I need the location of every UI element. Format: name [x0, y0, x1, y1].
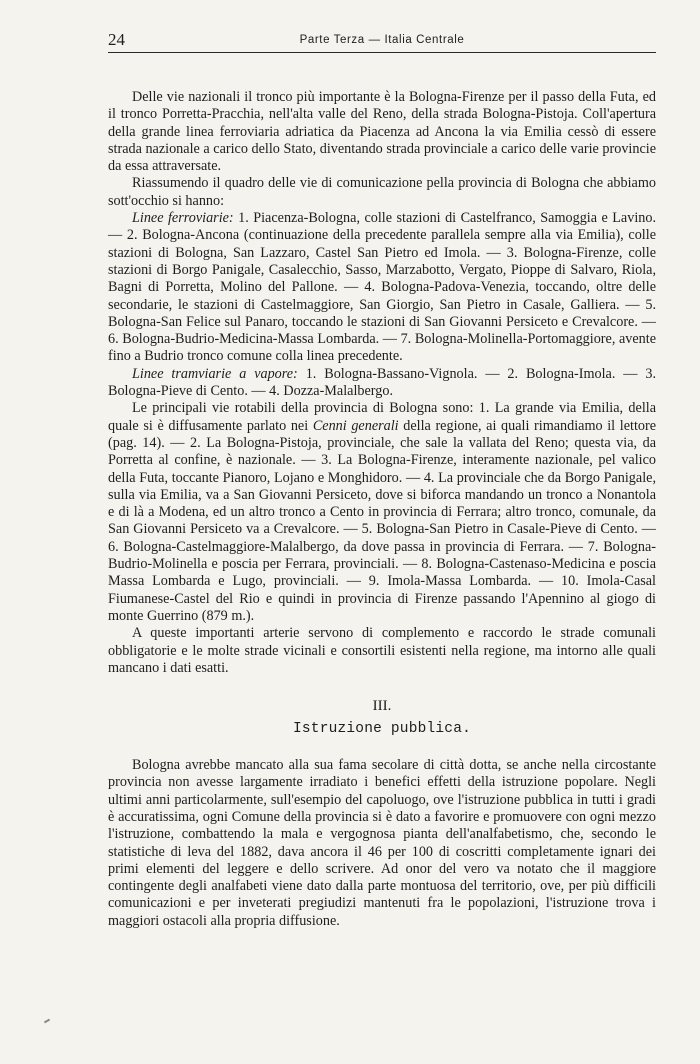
paragraph-main-roads: [108, 400, 656, 625]
paragraph-railway-lines: [108, 210, 656, 366]
section-number: III.: [372, 698, 392, 715]
steam-tramways-text: 1. Bologna-Bassano-Vignola. — 2. Bologna-Imola. — 3. Bologna-Pieve di Cento. — 4. Dozza-Malalbergo.: [108, 365, 657, 400]
paragraph-summary-intro: Riassumendo il quadro delle vie di comunicazione pella provincia di Bologna che abbiamo sott'occhio si hanno:: [108, 175, 656, 209]
paragraph-steam-tramways: [108, 366, 656, 401]
railway-lines-text: 1. Piacenza-Bologna, colle stazioni di Castelfranco, Samoggia e Lavino. — 2. Bologna-Ancona (continuazione della precedente parallela sempre alla via Emilia), colle stazioni di Bologna, San Lazzaro, Castel San Pietro ed Imola. — 3. Bologna-Firenze, colle stazioni di Borgo Panigale, Casalecchio, Sasso, Marzabotto, Vergato, Pioppe di Salvaro, Riola, Bagni di Porretta, Molino del Pallone. — 4. Bologna-Padova-Venezia, toccando, oltre delle secondarie, le stazioni di Castelmaggiore, San Giorgio, San Pietro in Casale, Galliera. — 5. Bologna-San Felice sul Panaro, toccando le stazioni di San Giovanni Persiceto e Crevalcore. — 6. Bologna-Budrio-Medicina-Massa Lombarda. — 7. Bologna-Molinella-Portomaggiore, avente fino a Budrio tronco comune colla linea precedente.: [108, 210, 656, 365]
main-roads-text-b: della regione, ai quali rimandiamo il lettore (pag. 14). — 2. La Bologna-Pistoja, provinciale, che sale la vallata del Reno; questa via, da Porretta al confine, è nazionale. — 3. La Bologna-Firenze, interamente nazionale, pel valico della Futa, toccante Pianoro, Lojano e Monghidoro. — 4. La provinciale che da Borgo Panigale, sulla via Emilia, va a San Giovanni Persiceto, dove si biforca mandando un tronco a Nonantola e di là a Modena, ed un altro tronco a Cento in provincia di Ferrara; altro tronco, comunale, da San Giovanni Persiceto va a Crevalcore. — 5. Bologna-San Pietro in Casale-Pieve di Cento. — 6. Bologna-Castelmaggiore-Malalbergo, da dove passa in provincia di Ferrara. — 7. Bologna-Budrio-Molinella e poscia per Ferrara, provinciali. — 8. Bologna-Castenaso-Medicina e poscia Massa Lombarda e Lugo, provinciali. — 9. Imola-Massa Lombarda. — 10. Imola-Casal Fiumanese-Castel del Rio e quindi in provincia di Firenze passando l'Apennino al giogo di monte Guerrino (879 m.).: [108, 417, 656, 624]
page-body: [108, 89, 656, 930]
section-title: Istruzione pubblica.: [292, 721, 472, 738]
running-title: Parte Terza — Italia Centrale: [299, 34, 465, 46]
railway-lines-label: Linee ferroviarie:: [132, 210, 234, 227]
steam-tramways-label: Linee tramviarie a vapore:: [132, 365, 298, 382]
page-speck: [44, 1019, 50, 1024]
paragraph-secondary-roads: A queste importanti arterie servono di complemento e raccordo le strade comunali obbligatorie e le molte strade vicinali e consortili esistenti nella regione, ma intorno alle quali mancano i dati esatti.: [108, 625, 656, 676]
paragraph-public-education: Bologna avrebbe mancato alla sua fama secolare di città dotta, se anche nella circostante provincia non avesse largamente irradiato i benefici effetti della istruzione popolare. Negli ultimi anni particolarmente, sull'esempio del capoluogo, ove l'istruzione pubblica in tutti i gradi è accuratissima, ogni Comune della provincia si è dato a favorire e promuovere con ogni mezzo l'istruzione, combattendo la mala e vergognosa pianta dell'analfabetismo, che, secondo le statistiche di leva del 1882, dava ancora il 46 per 100 di coscritti completamente ignari dei primi elementi del leggere e dello scrivere. Ad onor del vero va notato che il maggiore contingente degli analfabeti viene dato dalla parte montuosa del territorio, ove, per più difficili comunicazioni e per inveterati pregiudizi mantenuti fra le popolazioni, l'istruzione trova i maggiori ostacoli alla propria diffusione.: [108, 757, 656, 929]
cenni-generali-ref: Cenni generali: [312, 417, 399, 434]
book-page: [108, 28, 656, 930]
paragraph-national-roads: Delle vie nazionali il tronco più importante è la Bologna-Firenze per il passo della Futa, ed il tronco Porretta-Pracchia, nell'alta valle del Reno, della strada Bologna-Pistoja. Coll'apertura della grande linea ferroviaria adriatica da Piacenza ad Ancona la via Emilia cessò di essere strada nazionale a carico dello Stato, diventando strada provinciale a carico delle varie provincie da essa attraversate.: [108, 89, 656, 175]
page-number: 24: [108, 30, 125, 49]
page-header: [108, 28, 656, 53]
main-roads-text-a: Le principali vie rotabili della provincia di Bologna sono: 1. La grande via Emilia, della quale si è diffusamente parlato nei: [108, 400, 656, 434]
